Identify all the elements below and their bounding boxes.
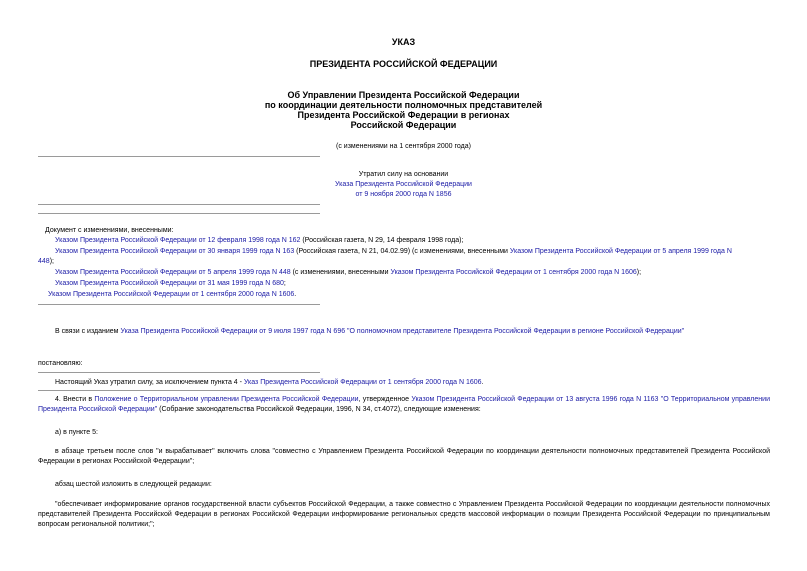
subject-line-2: по координации деятельности полномочных представителей: [264, 100, 543, 110]
subparagraph-a: а) в пункте 5:: [55, 429, 98, 436]
issuer-title: ПРЕЗИДЕНТА РОССИЙСКОЙ ФЕДЕРАЦИИ: [309, 59, 498, 69]
document-type-title: УКАЗ: [391, 37, 416, 47]
subject-line-1: Об Управлении Президента Российской Федерации: [287, 90, 520, 100]
amendment-item-3: Указом Президента Российской Федерации от 5 апреля 1999 года N 448 (с изменениями, внесенными Указом Президента Российской Федерации от 1 сентября 2000 года N 1606);: [55, 269, 642, 276]
divider-5: [38, 372, 320, 373]
subject-line-4: Российской Федерации: [350, 120, 457, 130]
divider-3: [38, 213, 320, 214]
lapsed-line: Утратил силу на основании: [358, 171, 449, 178]
paragraph-4: 4. Внести в Положение о Территориальном управлении Президента Российской Федерации, утвержденное Указом Президента Российской Федерации от 13 августа 1996 года N 1163 "О Территориальном управлении Президента Российской Федерации" (Собрание законодательства Российской Федерации, 1996, N 34, ст.4072), следующие изменения:: [38, 396, 770, 413]
paragraph-abzac-6: абзац шестой изложить в следующей редакции:: [55, 481, 212, 488]
amendment-item-4: Указом Президента Российской Федерации от 31 мая 1999 года N 680;: [55, 280, 286, 287]
validity-note: Настоящий Указ утратил силу, за исключением пункта 4 - Указ Президента Российской Федерации от 1 сентября 2000 года N 1606.: [55, 379, 484, 386]
amendment-link-4[interactable]: Указом Президента Российской Федерации от 31 мая 1999 года N 680: [55, 280, 284, 287]
amendment-link-1[interactable]: Указом Президента Российской Федерации от 12 февраля 1998 года N 162: [55, 237, 301, 244]
divider-6: [38, 390, 320, 391]
paragraph-quote: "обеспечивает информирование органов государственной власти субъектов Российской Федерации, а также совместно с Управлением Президента Российской Федерации по координации деятельности полномочных представителей Президента Российской Федерации в регионах Российской Федерации информирование региональных средств массовой информации о позиции Президента Российской Федерации по принципиальным вопросам региональной политики;";: [38, 501, 770, 528]
validity-note-link[interactable]: Указ Президента Российской Федерации от 1 сентября 2000 года N 1606: [243, 379, 482, 386]
intro-paragraph: В связи с изданием Указа Президента Российской Федерации от 9 июля 1997 года N 696 "О полномочном представителе Президента Российской Федерации в регионе Российской Федерации": [55, 328, 685, 335]
divider-1: [38, 156, 320, 157]
lapsed-link-1[interactable]: Указа Президента Российской Федерации: [335, 181, 472, 188]
amendment-link-2b[interactable]: Указом Президента Российской Федерации от 5 апреля 1999 года N: [509, 248, 732, 255]
amendment-item-2-cont: 448);: [38, 258, 54, 265]
divider-4: [38, 304, 320, 305]
amendment-link-5[interactable]: Указом Президента Российской Федерации от 1 сентября 2000 года N 1606: [48, 291, 295, 298]
amendment-link-3[interactable]: Указом Президента Российской Федерации от 5 апреля 1999 года N 448: [55, 269, 291, 276]
decree-word: постановляю:: [38, 360, 83, 367]
amendment-link-2[interactable]: Указом Президента Российской Федерации от 30 января 1999 года N 163: [55, 248, 295, 255]
amendment-link-2b-cont[interactable]: 448: [38, 258, 50, 265]
regulation-link[interactable]: Положение о Территориальном управлении Президента Российской Федерации: [94, 396, 359, 403]
lapsed-link-2[interactable]: от 9 ноября 2000 года N 1856: [355, 191, 452, 198]
decree-1163-link[interactable]: Указом Президента Российской Федерации от 13 августа 1996 года N 1163 "О Территориальном управлении Президента Российской Федерации": [38, 396, 770, 413]
amendments-heading: Документ с изменениями, внесенными:: [45, 227, 174, 234]
intro-link[interactable]: Указа Президента Российской Федерации от 9 июля 1997 года N 696 "О полномочном представителе Президента Российской Федерации в регионе Российской Федерации": [120, 328, 685, 335]
divider-2: [38, 204, 320, 205]
amendment-link-3b[interactable]: Указом Президента Российской Федерации от 1 сентября 2000 года N 1606: [390, 269, 637, 276]
amendment-item-5: Указом Президента Российской Федерации от 1 сентября 2000 года N 1606.: [48, 291, 297, 298]
amendment-item-2: Указом Президента Российской Федерации от 30 января 1999 года N 163 (Российская газета, N 21, 04.02.99) (с изменениями, внесенными Указом Президента Российской Федерации от 5 апреля 1999 года N: [55, 248, 732, 255]
paragraph-abzac-3: в абзаце третьем после слов "и вырабатывает" включить слова "совместно с Управлением Президента Российской Федерации по координации деятельности полномочных представителей Президента Российской Федерации в регионах Российской Федерации";: [38, 448, 770, 465]
amendment-item-1: Указом Президента Российской Федерации от 12 февраля 1998 года N 162 (Российская газета, N 29, 14 февраля 1998 года);: [55, 237, 464, 244]
subject-line-3: Президента Российской Федерации в регионах: [297, 110, 510, 120]
edition-note: (с изменениями на 1 сентября 2000 года): [336, 143, 471, 150]
